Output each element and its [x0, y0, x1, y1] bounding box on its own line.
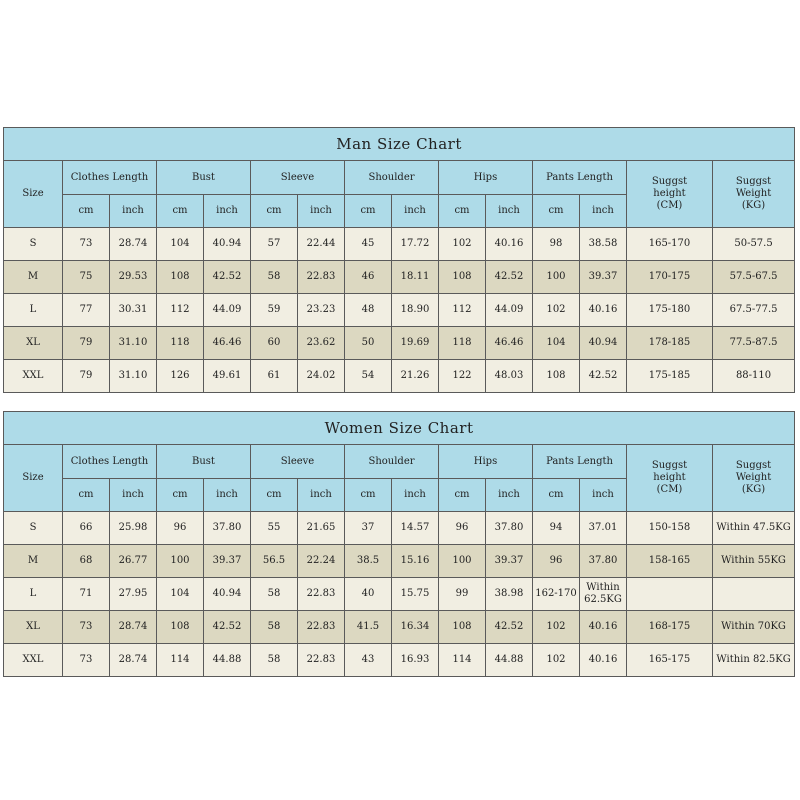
size-cell: S: [4, 512, 63, 545]
clothes-length-cm-cell: 79: [63, 360, 110, 393]
bust-cm-cell: 118: [157, 327, 204, 360]
hips-cm-cell: 108: [439, 261, 486, 294]
sleeve-cm-cell: 60: [251, 327, 298, 360]
sleeve-inch-cell: 22.44: [298, 228, 345, 261]
suggest-weight-header: Suggst Weight (KG): [713, 445, 795, 512]
sleeve-header: Sleeve: [251, 445, 345, 479]
sleeve-cm-cell: 56.5: [251, 545, 298, 578]
suggest-height-cell: 165-175: [627, 644, 713, 677]
bust-inch-cell: 46.46: [204, 327, 251, 360]
bust-inch-cell: 44.88: [204, 644, 251, 677]
pants-length-inch-cell: 40.16: [580, 611, 627, 644]
bust-cm-cell: 108: [157, 261, 204, 294]
size-cell: XL: [4, 611, 63, 644]
hips-cm-cell: 100: [439, 545, 486, 578]
sleeve-inch-cell: 22.83: [298, 578, 345, 611]
shoulder-inch-cell: 18.90: [392, 294, 439, 327]
sleeve-cm-cell: 58: [251, 611, 298, 644]
bust-inch-cell: 42.52: [204, 261, 251, 294]
bust-inch-cell: 37.80: [204, 512, 251, 545]
pants-length-inch-cell: 37.80: [580, 545, 627, 578]
hips-cm-cell: 102: [439, 228, 486, 261]
shoulder-cm-cell: 45: [345, 228, 392, 261]
pants-length-header: Pants Length: [533, 445, 627, 479]
hips-inch-cell: 37.80: [486, 512, 533, 545]
shoulder-cm-cell: 37: [345, 512, 392, 545]
bust-inch-cell: 39.37: [204, 545, 251, 578]
pants-length-cm-cell: 102: [533, 644, 580, 677]
clothes-length-inch-cell: 30.31: [110, 294, 157, 327]
hips-inch-cell: 44.09: [486, 294, 533, 327]
table-row: [4, 261, 795, 294]
size-header: Size: [4, 445, 63, 512]
table-row: [4, 578, 795, 611]
hips-header: Hips: [439, 161, 533, 195]
bust-inch-cell: 49.61: [204, 360, 251, 393]
clothes-length-inch-cell: 25.98: [110, 512, 157, 545]
shoulder-inch-cell: 15.16: [392, 545, 439, 578]
pants-length-cm-cell: 96: [533, 545, 580, 578]
unit-inch-header: inch: [204, 195, 251, 228]
hips-inch-cell: 40.16: [486, 228, 533, 261]
unit-inch-header: inch: [298, 195, 345, 228]
unit-inch-header: inch: [486, 195, 533, 228]
hips-cm-cell: 118: [439, 327, 486, 360]
unit-inch-header: inch: [392, 479, 439, 512]
clothes-length-cm-cell: 71: [63, 578, 110, 611]
bust-cm-cell: 112: [157, 294, 204, 327]
sleeve-inch-cell: 21.65: [298, 512, 345, 545]
unit-cm-header: cm: [63, 195, 110, 228]
unit-cm-header: cm: [157, 479, 204, 512]
hips-cm-cell: 112: [439, 294, 486, 327]
clothes-length-cm-cell: 66: [63, 512, 110, 545]
hips-inch-cell: 39.37: [486, 545, 533, 578]
suggest-height-header: Suggst height (CM): [627, 445, 713, 512]
size-cell: S: [4, 228, 63, 261]
suggest-weight-header: Suggst Weight (KG): [713, 161, 795, 228]
suggest-height-cell: 178-185: [627, 327, 713, 360]
bust-cm-cell: 108: [157, 611, 204, 644]
unit-inch-header: inch: [298, 479, 345, 512]
table-row: [4, 644, 795, 677]
table-row: [4, 228, 795, 261]
suggest-weight-cell: [713, 578, 795, 611]
shoulder-inch-cell: 21.26: [392, 360, 439, 393]
clothes-length-cm-cell: 75: [63, 261, 110, 294]
pants-length-header: Pants Length: [533, 161, 627, 195]
suggest-height-cell: 168-175: [627, 611, 713, 644]
hips-inch-cell: 42.52: [486, 261, 533, 294]
sleeve-cm-cell: 55: [251, 512, 298, 545]
sleeve-inch-cell: 22.83: [298, 261, 345, 294]
table-row: [4, 294, 795, 327]
sleeve-header: Sleeve: [251, 161, 345, 195]
shoulder-inch-cell: 15.75: [392, 578, 439, 611]
size-cell: L: [4, 578, 63, 611]
shoulder-cm-cell: 43: [345, 644, 392, 677]
pants-length-inch-cell: 40.16: [580, 644, 627, 677]
unit-cm-header: cm: [157, 195, 204, 228]
shoulder-inch-cell: 16.34: [392, 611, 439, 644]
size-cell: XXL: [4, 644, 63, 677]
bust-header: Bust: [157, 161, 251, 195]
size-cell: XL: [4, 327, 63, 360]
shoulder-cm-cell: 54: [345, 360, 392, 393]
hips-cm-cell: 114: [439, 644, 486, 677]
shoulder-cm-cell: 38.5: [345, 545, 392, 578]
clothes-length-inch-cell: 28.74: [110, 644, 157, 677]
clothes-length-inch-cell: 28.74: [110, 228, 157, 261]
size-cell: M: [4, 261, 63, 294]
bust-inch-cell: 42.52: [204, 611, 251, 644]
hips-inch-cell: 44.88: [486, 644, 533, 677]
pants-length-inch-cell: 40.94: [580, 327, 627, 360]
table-row: [4, 545, 795, 578]
unit-cm-header: cm: [251, 195, 298, 228]
bust-header: Bust: [157, 445, 251, 479]
pants-length-cm-cell: 108: [533, 360, 580, 393]
hips-inch-cell: 42.52: [486, 611, 533, 644]
pants-length-inch-cell: 38.58: [580, 228, 627, 261]
unit-cm-header: cm: [345, 479, 392, 512]
suggest-height-cell: 165-170: [627, 228, 713, 261]
sleeve-inch-cell: 23.23: [298, 294, 345, 327]
sleeve-inch-cell: 22.83: [298, 611, 345, 644]
suggest-weight-cell: 88-110: [713, 360, 795, 393]
shoulder-inch-cell: 14.57: [392, 512, 439, 545]
suggest-height-cell: 158-165: [627, 545, 713, 578]
bust-cm-cell: 126: [157, 360, 204, 393]
pants-length-inch-cell: 42.52: [580, 360, 627, 393]
suggest-height-cell: [627, 578, 713, 611]
unit-cm-header: cm: [345, 195, 392, 228]
clothes-length-inch-cell: 27.95: [110, 578, 157, 611]
pants-length-cm-cell: 98: [533, 228, 580, 261]
suggest-weight-cell: 77.5-87.5: [713, 327, 795, 360]
suggest-weight-cell: 67.5-77.5: [713, 294, 795, 327]
sleeve-cm-cell: 57: [251, 228, 298, 261]
sleeve-cm-cell: 58: [251, 261, 298, 294]
sleeve-cm-cell: 61: [251, 360, 298, 393]
shoulder-cm-cell: 50: [345, 327, 392, 360]
unit-cm-header: cm: [533, 479, 580, 512]
clothes-length-header: Clothes Length: [63, 445, 157, 479]
unit-cm-header: cm: [533, 195, 580, 228]
bust-inch-cell: 40.94: [204, 228, 251, 261]
man-size-rows: [4, 228, 795, 393]
table-row: [4, 611, 795, 644]
suggest-height-cell: 170-175: [627, 261, 713, 294]
shoulder-cm-cell: 40: [345, 578, 392, 611]
sleeve-inch-cell: 23.62: [298, 327, 345, 360]
hips-inch-cell: 38.98: [486, 578, 533, 611]
bust-cm-cell: 104: [157, 578, 204, 611]
clothes-length-cm-cell: 79: [63, 327, 110, 360]
suggest-weight-cell: Within 47.5KG: [713, 512, 795, 545]
chart-title: Women Size Chart: [4, 412, 795, 445]
table-row: [4, 512, 795, 545]
sleeve-inch-cell: 24.02: [298, 360, 345, 393]
pants-length-inch-cell: 40.16: [580, 294, 627, 327]
suggest-weight-cell: Within 82.5KG: [713, 644, 795, 677]
pants-length-cm-cell: 102: [533, 611, 580, 644]
pants-length-inch-cell: Within 62.5KG: [580, 578, 627, 611]
clothes-length-inch-cell: 26.77: [110, 545, 157, 578]
unit-inch-header: inch: [110, 195, 157, 228]
hips-cm-cell: 99: [439, 578, 486, 611]
chart-title: Man Size Chart: [4, 128, 795, 161]
suggest-weight-cell: 50-57.5: [713, 228, 795, 261]
pants-length-cm-cell: 102: [533, 294, 580, 327]
suggest-height-cell: 150-158: [627, 512, 713, 545]
man-size-chart: [3, 127, 795, 393]
unit-inch-header: inch: [486, 479, 533, 512]
shoulder-cm-cell: 41.5: [345, 611, 392, 644]
clothes-length-inch-cell: 29.53: [110, 261, 157, 294]
clothes-length-cm-cell: 73: [63, 611, 110, 644]
pants-length-cm-cell: 162-170: [533, 578, 580, 611]
clothes-length-cm-cell: 68: [63, 545, 110, 578]
suggest-height-cell: 175-185: [627, 360, 713, 393]
suggest-weight-cell: Within 70KG: [713, 611, 795, 644]
size-cell: M: [4, 545, 63, 578]
pants-length-inch-cell: 37.01: [580, 512, 627, 545]
hips-header: Hips: [439, 445, 533, 479]
shoulder-cm-cell: 46: [345, 261, 392, 294]
unit-inch-header: inch: [392, 195, 439, 228]
suggest-weight-cell: 57.5-67.5: [713, 261, 795, 294]
clothes-length-cm-cell: 73: [63, 228, 110, 261]
bust-inch-cell: 40.94: [204, 578, 251, 611]
sleeve-inch-cell: 22.83: [298, 644, 345, 677]
unit-inch-header: inch: [110, 479, 157, 512]
hips-cm-cell: 122: [439, 360, 486, 393]
table-row: [4, 327, 795, 360]
clothes-length-inch-cell: 31.10: [110, 360, 157, 393]
unit-inch-header: inch: [204, 479, 251, 512]
bust-cm-cell: 100: [157, 545, 204, 578]
clothes-length-inch-cell: 28.74: [110, 611, 157, 644]
bust-cm-cell: 114: [157, 644, 204, 677]
shoulder-inch-cell: 16.93: [392, 644, 439, 677]
unit-inch-header: inch: [580, 195, 627, 228]
bust-inch-cell: 44.09: [204, 294, 251, 327]
hips-cm-cell: 108: [439, 611, 486, 644]
pants-length-cm-cell: 104: [533, 327, 580, 360]
bust-cm-cell: 104: [157, 228, 204, 261]
hips-cm-cell: 96: [439, 512, 486, 545]
size-cell: L: [4, 294, 63, 327]
shoulder-inch-cell: 17.72: [392, 228, 439, 261]
suggest-weight-cell: Within 55KG: [713, 545, 795, 578]
clothes-length-cm-cell: 77: [63, 294, 110, 327]
clothes-length-inch-cell: 31.10: [110, 327, 157, 360]
shoulder-inch-cell: 18.11: [392, 261, 439, 294]
unit-cm-header: cm: [63, 479, 110, 512]
shoulder-cm-cell: 48: [345, 294, 392, 327]
shoulder-inch-cell: 19.69: [392, 327, 439, 360]
table-row: [4, 360, 795, 393]
unit-cm-header: cm: [439, 195, 486, 228]
suggest-height-cell: 175-180: [627, 294, 713, 327]
women-size-rows: [4, 512, 795, 677]
shoulder-header: Shoulder: [345, 161, 439, 195]
bust-cm-cell: 96: [157, 512, 204, 545]
pants-length-cm-cell: 94: [533, 512, 580, 545]
sleeve-cm-cell: 58: [251, 578, 298, 611]
pants-length-cm-cell: 100: [533, 261, 580, 294]
sleeve-inch-cell: 22.24: [298, 545, 345, 578]
size-cell: XXL: [4, 360, 63, 393]
sleeve-cm-cell: 58: [251, 644, 298, 677]
clothes-length-cm-cell: 73: [63, 644, 110, 677]
unit-cm-header: cm: [439, 479, 486, 512]
size-header: Size: [4, 161, 63, 228]
suggest-height-header: Suggst height (CM): [627, 161, 713, 228]
unit-inch-header: inch: [580, 479, 627, 512]
clothes-length-header: Clothes Length: [63, 161, 157, 195]
pants-length-inch-cell: 39.37: [580, 261, 627, 294]
unit-cm-header: cm: [251, 479, 298, 512]
sleeve-cm-cell: 59: [251, 294, 298, 327]
shoulder-header: Shoulder: [345, 445, 439, 479]
hips-inch-cell: 46.46: [486, 327, 533, 360]
hips-inch-cell: 48.03: [486, 360, 533, 393]
women-size-chart: [3, 411, 795, 677]
